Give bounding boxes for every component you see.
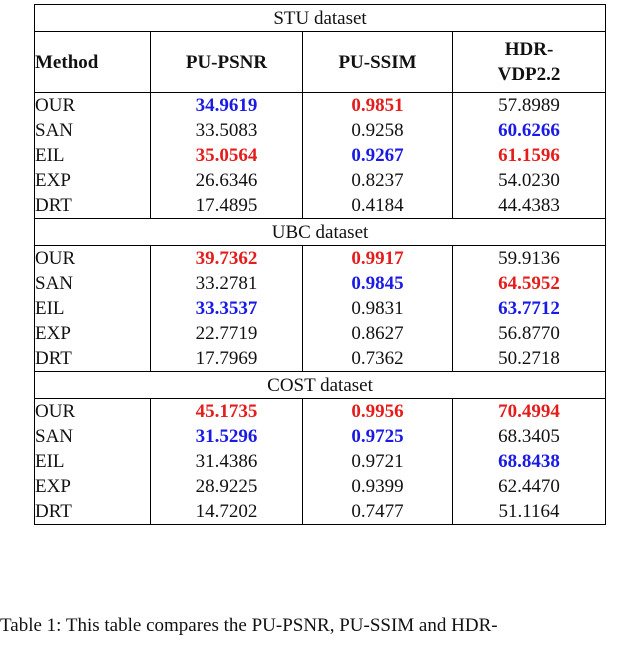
- ssim-cell: 0.9956: [303, 399, 453, 425]
- ssim-cell: 0.4184: [303, 193, 453, 219]
- ssim-cell: 0.7477: [303, 499, 453, 525]
- method-cell: EXP: [35, 168, 151, 193]
- table-row: [35, 499, 606, 525]
- ssim-cell: 0.9851: [303, 93, 453, 119]
- psnr-cell: 33.3537: [151, 296, 303, 321]
- method-cell: OUR: [35, 246, 151, 272]
- table-row: [35, 399, 606, 425]
- ssim-cell: 0.9831: [303, 296, 453, 321]
- table-row: [35, 424, 606, 449]
- psnr-cell: 34.9619: [151, 93, 303, 119]
- hdr-cell: 63.7712: [453, 296, 606, 321]
- hdr-cell: 64.5952: [453, 271, 606, 296]
- method-cell: OUR: [35, 93, 151, 119]
- section-title-row: [35, 5, 606, 32]
- psnr-cell: 28.9225: [151, 474, 303, 499]
- hdr-cell: 59.9136: [453, 246, 606, 272]
- table-row: [35, 296, 606, 321]
- ssim-cell: 0.9267: [303, 143, 453, 168]
- psnr-cell: 31.5296: [151, 424, 303, 449]
- psnr-cell: 17.7969: [151, 346, 303, 372]
- psnr-cell: 26.6346: [151, 168, 303, 193]
- psnr-cell: 33.5083: [151, 118, 303, 143]
- hdr-cell: 60.6266: [453, 118, 606, 143]
- table-row: [35, 321, 606, 346]
- hdr-cell: 44.4383: [453, 193, 606, 219]
- column-header-method: Method: [35, 32, 151, 93]
- hdr-cell: 68.3405: [453, 424, 606, 449]
- table-row: [35, 271, 606, 296]
- table-caption: Table 1: This table compares the PU-PSNR, PU-SSIM and HDR-: [0, 615, 498, 636]
- hdr-cell: 50.2718: [453, 346, 606, 372]
- ssim-cell: 0.9917: [303, 246, 453, 272]
- column-header-hdr-vdp: [453, 32, 606, 93]
- column-header-pu-psnr: PU-PSNR: [151, 32, 303, 93]
- ssim-cell: 0.9845: [303, 271, 453, 296]
- method-cell: EIL: [35, 143, 151, 168]
- table-row: [35, 346, 606, 372]
- hdr-cell: 61.1596: [453, 143, 606, 168]
- table-row: [35, 118, 606, 143]
- column-header-hdr-line2: VDP2.2: [497, 64, 561, 85]
- hdr-cell: 68.8438: [453, 449, 606, 474]
- psnr-cell: 45.1735: [151, 399, 303, 425]
- section-title-row: [35, 372, 606, 399]
- column-header-pu-ssim: PU-SSIM: [303, 32, 453, 93]
- ssim-cell: 0.8627: [303, 321, 453, 346]
- method-cell: SAN: [35, 118, 151, 143]
- method-cell: SAN: [35, 424, 151, 449]
- table-row: [35, 246, 606, 272]
- table-row: [35, 474, 606, 499]
- column-header-row: [35, 32, 606, 93]
- psnr-cell: 35.0564: [151, 143, 303, 168]
- method-cell: EXP: [35, 321, 151, 346]
- psnr-cell: 33.2781: [151, 271, 303, 296]
- hdr-cell: 54.0230: [453, 168, 606, 193]
- hdr-cell: 56.8770: [453, 321, 606, 346]
- table-row: [35, 449, 606, 474]
- psnr-cell: 39.7362: [151, 246, 303, 272]
- method-cell: SAN: [35, 271, 151, 296]
- table-row: [35, 143, 606, 168]
- psnr-cell: 31.4386: [151, 449, 303, 474]
- ssim-cell: 0.8237: [303, 168, 453, 193]
- psnr-cell: 14.7202: [151, 499, 303, 525]
- table-row: [35, 168, 606, 193]
- ssim-cell: 0.7362: [303, 346, 453, 372]
- method-cell: OUR: [35, 399, 151, 425]
- section-title: STU dataset: [35, 5, 606, 32]
- psnr-cell: 22.7719: [151, 321, 303, 346]
- ssim-cell: 0.9399: [303, 474, 453, 499]
- section-title-row: [35, 219, 606, 246]
- table-row: [35, 193, 606, 219]
- method-cell: DRT: [35, 499, 151, 525]
- method-cell: EXP: [35, 474, 151, 499]
- method-cell: DRT: [35, 193, 151, 219]
- ssim-cell: 0.9725: [303, 424, 453, 449]
- results-table: [34, 4, 606, 525]
- ssim-cell: 0.9721: [303, 449, 453, 474]
- section-title: UBC dataset: [35, 219, 606, 246]
- hdr-cell: 51.1164: [453, 499, 606, 525]
- hdr-cell: 57.8989: [453, 93, 606, 119]
- method-cell: EIL: [35, 449, 151, 474]
- psnr-cell: 17.4895: [151, 193, 303, 219]
- method-cell: EIL: [35, 296, 151, 321]
- hdr-cell: 62.4470: [453, 474, 606, 499]
- method-cell: DRT: [35, 346, 151, 372]
- table-row: [35, 93, 606, 119]
- section-title: COST dataset: [35, 372, 606, 399]
- hdr-cell: 70.4994: [453, 399, 606, 425]
- column-header-hdr-line1: HDR-: [504, 39, 554, 60]
- ssim-cell: 0.9258: [303, 118, 453, 143]
